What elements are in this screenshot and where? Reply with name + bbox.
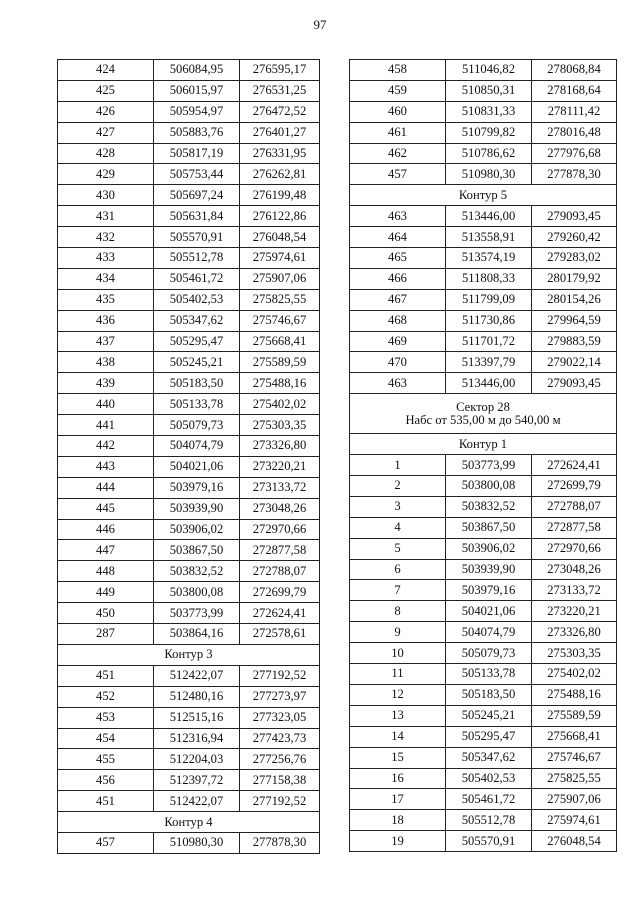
- y-coordinate-cell: 273133,72: [240, 477, 320, 498]
- x-coordinate-cell: 505295,47: [446, 726, 532, 747]
- x-coordinate-cell: 505512,78: [154, 248, 240, 269]
- point-number-cell: 463: [350, 373, 446, 394]
- x-coordinate-cell: 505883,76: [154, 122, 240, 143]
- point-number-cell: 2: [350, 476, 446, 497]
- y-coordinate-cell: 280179,92: [532, 268, 617, 289]
- point-number-cell: 428: [58, 143, 154, 164]
- point-number-cell: 9: [350, 622, 446, 643]
- x-coordinate-cell: 506015,97: [154, 80, 240, 101]
- point-number-cell: 439: [58, 373, 154, 394]
- table-row: [350, 143, 617, 164]
- table-row: [350, 476, 617, 497]
- table-row: [350, 122, 617, 143]
- y-coordinate-cell: 280154,26: [532, 289, 617, 310]
- y-coordinate-cell: 275402,02: [240, 394, 320, 415]
- y-coordinate-cell: 275825,55: [532, 768, 617, 789]
- y-coordinate-cell: 277976,68: [532, 143, 617, 164]
- y-coordinate-cell: 273326,80: [532, 622, 617, 643]
- table-row: [58, 770, 320, 791]
- x-coordinate-cell: 505347,62: [446, 747, 532, 768]
- table-row: [350, 248, 617, 269]
- x-coordinate-cell: 505245,21: [446, 705, 532, 726]
- table-row: [58, 791, 320, 812]
- point-number-cell: 5: [350, 538, 446, 559]
- table-row: [58, 832, 320, 853]
- point-number-cell: 433: [58, 248, 154, 269]
- x-coordinate-cell: 503906,02: [154, 519, 240, 540]
- y-coordinate-cell: 275668,41: [240, 331, 320, 352]
- table-row: [58, 248, 320, 269]
- y-coordinate-cell: 276199,48: [240, 185, 320, 206]
- y-coordinate-cell: 272699,79: [240, 582, 320, 603]
- table-row: [58, 122, 320, 143]
- point-number-cell: 467: [350, 289, 446, 310]
- point-number-cell: 453: [58, 707, 154, 728]
- contour-heading-row: [350, 434, 617, 455]
- table-row: [58, 60, 320, 81]
- y-coordinate-cell: 275974,61: [240, 248, 320, 269]
- x-coordinate-cell: 505133,78: [154, 394, 240, 415]
- x-coordinate-cell: 503906,02: [446, 538, 532, 559]
- y-coordinate-cell: 278068,84: [532, 60, 617, 81]
- table-row: [350, 352, 617, 373]
- x-coordinate-cell: 513446,00: [446, 206, 532, 227]
- x-coordinate-cell: 503800,08: [154, 582, 240, 603]
- point-number-cell: 465: [350, 248, 446, 269]
- x-coordinate-cell: 505079,73: [154, 415, 240, 436]
- y-coordinate-cell: 273048,26: [532, 559, 617, 580]
- y-coordinate-cell: 275746,67: [532, 747, 617, 768]
- point-number-cell: 12: [350, 684, 446, 705]
- contour-heading-row: [58, 812, 320, 833]
- table-row: [58, 206, 320, 227]
- point-number-cell: 424: [58, 60, 154, 81]
- point-number-cell: 445: [58, 498, 154, 519]
- y-coordinate-cell: 272970,66: [532, 538, 617, 559]
- point-number-cell: 442: [58, 436, 154, 457]
- contour-heading: Контур 3: [58, 644, 320, 665]
- x-coordinate-cell: 504021,06: [154, 456, 240, 477]
- x-coordinate-cell: 511799,09: [446, 289, 532, 310]
- table-row: [350, 164, 617, 185]
- point-number-cell: 437: [58, 331, 154, 352]
- y-coordinate-cell: 277158,38: [240, 770, 320, 791]
- x-coordinate-cell: 504074,79: [446, 622, 532, 643]
- sector-heading: [350, 394, 617, 434]
- y-coordinate-cell: 276048,54: [240, 227, 320, 248]
- point-number-cell: 448: [58, 561, 154, 582]
- table-row: [350, 726, 617, 747]
- table-row: [350, 684, 617, 705]
- x-coordinate-cell: 503979,16: [154, 477, 240, 498]
- table-row: [350, 227, 617, 248]
- point-number-cell: 11: [350, 664, 446, 685]
- x-coordinate-cell: 505402,53: [154, 289, 240, 310]
- y-coordinate-cell: 278111,42: [532, 101, 617, 122]
- table-row: [350, 496, 617, 517]
- point-number-cell: 454: [58, 728, 154, 749]
- table-row: [350, 455, 617, 476]
- y-coordinate-cell: 273133,72: [532, 580, 617, 601]
- x-coordinate-cell: 506084,95: [154, 60, 240, 81]
- point-number-cell: 17: [350, 789, 446, 810]
- table-row: [350, 622, 617, 643]
- x-coordinate-cell: 505697,24: [154, 185, 240, 206]
- x-coordinate-cell: 505512,78: [446, 810, 532, 831]
- x-coordinate-cell: 504021,06: [446, 601, 532, 622]
- point-number-cell: 426: [58, 101, 154, 122]
- point-number-cell: 457: [58, 832, 154, 853]
- y-coordinate-cell: 279093,45: [532, 206, 617, 227]
- point-number-cell: 16: [350, 768, 446, 789]
- x-coordinate-cell: 510850,31: [446, 80, 532, 101]
- x-coordinate-cell: 503867,50: [154, 540, 240, 561]
- y-coordinate-cell: 279283,02: [532, 248, 617, 269]
- x-coordinate-cell: 511808,33: [446, 268, 532, 289]
- y-coordinate-cell: 273326,80: [240, 436, 320, 457]
- point-number-cell: 458: [350, 60, 446, 81]
- table-row: [58, 540, 320, 561]
- point-number-cell: 449: [58, 582, 154, 603]
- x-coordinate-cell: 503773,99: [446, 455, 532, 476]
- point-number-cell: 455: [58, 749, 154, 770]
- point-number-cell: 429: [58, 164, 154, 185]
- point-number-cell: 450: [58, 603, 154, 624]
- table-row: [58, 561, 320, 582]
- x-coordinate-cell: 503800,08: [446, 476, 532, 497]
- table-row: [350, 331, 617, 352]
- table-row: [350, 768, 617, 789]
- table-row: [58, 268, 320, 289]
- y-coordinate-cell: 279964,59: [532, 310, 617, 331]
- y-coordinate-cell: 276595,17: [240, 60, 320, 81]
- point-number-cell: 432: [58, 227, 154, 248]
- table-row: [58, 415, 320, 436]
- contour-heading-row: [58, 644, 320, 665]
- y-coordinate-cell: 275825,55: [240, 289, 320, 310]
- point-number-cell: 10: [350, 643, 446, 664]
- x-coordinate-cell: 512422,07: [154, 665, 240, 686]
- x-coordinate-cell: 503832,52: [154, 561, 240, 582]
- point-number-cell: 287: [58, 624, 154, 645]
- table-row: [350, 206, 617, 227]
- point-number-cell: 463: [350, 206, 446, 227]
- coordinates-table-left: [57, 59, 320, 854]
- y-coordinate-cell: 275488,16: [532, 684, 617, 705]
- x-coordinate-cell: 503773,99: [154, 603, 240, 624]
- table-row: [350, 789, 617, 810]
- table-row: [350, 664, 617, 685]
- point-number-cell: 456: [58, 770, 154, 791]
- table-row: [58, 310, 320, 331]
- y-coordinate-cell: 276401,27: [240, 122, 320, 143]
- table-row: [58, 456, 320, 477]
- x-coordinate-cell: 510980,30: [154, 832, 240, 853]
- y-coordinate-cell: 276472,52: [240, 101, 320, 122]
- x-coordinate-cell: 511046,82: [446, 60, 532, 81]
- y-coordinate-cell: 275488,16: [240, 373, 320, 394]
- point-number-cell: 443: [58, 456, 154, 477]
- point-number-cell: 1: [350, 455, 446, 476]
- point-number-cell: 461: [350, 122, 446, 143]
- table-row: [58, 80, 320, 101]
- table-row: [350, 60, 617, 81]
- x-coordinate-cell: 503939,90: [154, 498, 240, 519]
- table-row: [350, 373, 617, 394]
- y-coordinate-cell: 275668,41: [532, 726, 617, 747]
- point-number-cell: 430: [58, 185, 154, 206]
- x-coordinate-cell: 512422,07: [154, 791, 240, 812]
- y-coordinate-cell: 272877,58: [532, 517, 617, 538]
- point-number-cell: 19: [350, 831, 446, 852]
- point-number-cell: 13: [350, 705, 446, 726]
- table-row: [58, 394, 320, 415]
- table-row: [58, 582, 320, 603]
- table-row: [58, 227, 320, 248]
- contour-heading-row: [350, 185, 617, 206]
- page-number: 97: [313, 17, 327, 32]
- table-row: [350, 517, 617, 538]
- table-row: [58, 477, 320, 498]
- point-number-cell: 435: [58, 289, 154, 310]
- x-coordinate-cell: 505631,84: [154, 206, 240, 227]
- table-row: [350, 580, 617, 601]
- x-coordinate-cell: 505183,50: [154, 373, 240, 394]
- y-coordinate-cell: 275974,61: [532, 810, 617, 831]
- point-number-cell: 3: [350, 496, 446, 517]
- x-coordinate-cell: 505245,21: [154, 352, 240, 373]
- y-coordinate-cell: 279022,14: [532, 352, 617, 373]
- point-number-cell: 469: [350, 331, 446, 352]
- y-coordinate-cell: 272624,41: [240, 603, 320, 624]
- x-coordinate-cell: 512515,16: [154, 707, 240, 728]
- table-row: [58, 665, 320, 686]
- y-coordinate-cell: 276122,86: [240, 206, 320, 227]
- y-coordinate-cell: 275746,67: [240, 310, 320, 331]
- y-coordinate-cell: 272699,79: [532, 476, 617, 497]
- table-row: [58, 624, 320, 645]
- x-coordinate-cell: 505402,53: [446, 768, 532, 789]
- table-row: [58, 436, 320, 457]
- x-coordinate-cell: 505461,72: [154, 268, 240, 289]
- x-coordinate-cell: 505133,78: [446, 664, 532, 685]
- point-number-cell: 464: [350, 227, 446, 248]
- y-coordinate-cell: 276531,25: [240, 80, 320, 101]
- y-coordinate-cell: 279260,42: [532, 227, 617, 248]
- y-coordinate-cell: 272970,66: [240, 519, 320, 540]
- table-row: [350, 289, 617, 310]
- x-coordinate-cell: 511701,72: [446, 331, 532, 352]
- table-row: [350, 831, 617, 852]
- table-row: [350, 268, 617, 289]
- y-coordinate-cell: 276331,95: [240, 143, 320, 164]
- x-coordinate-cell: 513446,00: [446, 373, 532, 394]
- table-row: [58, 331, 320, 352]
- y-coordinate-cell: 273220,21: [532, 601, 617, 622]
- x-coordinate-cell: 510831,33: [446, 101, 532, 122]
- table-row: [350, 80, 617, 101]
- x-coordinate-cell: 504074,79: [154, 436, 240, 457]
- table-row: [58, 164, 320, 185]
- y-coordinate-cell: 273048,26: [240, 498, 320, 519]
- x-coordinate-cell: 510980,30: [446, 164, 532, 185]
- x-coordinate-cell: 505753,44: [154, 164, 240, 185]
- point-number-cell: 7: [350, 580, 446, 601]
- contour-heading: Контур 4: [58, 812, 320, 833]
- point-number-cell: 470: [350, 352, 446, 373]
- point-number-cell: 8: [350, 601, 446, 622]
- x-coordinate-cell: 505570,91: [154, 227, 240, 248]
- y-coordinate-cell: 277323,05: [240, 707, 320, 728]
- point-number-cell: 444: [58, 477, 154, 498]
- table-row: [58, 373, 320, 394]
- y-coordinate-cell: 273220,21: [240, 456, 320, 477]
- coordinates-table-right: [349, 59, 617, 852]
- y-coordinate-cell: 275402,02: [532, 664, 617, 685]
- point-number-cell: 451: [58, 791, 154, 812]
- table-row: [58, 707, 320, 728]
- x-coordinate-cell: 505079,73: [446, 643, 532, 664]
- point-number-cell: 466: [350, 268, 446, 289]
- y-coordinate-cell: 275589,59: [532, 705, 617, 726]
- table-row: [350, 101, 617, 122]
- point-number-cell: 18: [350, 810, 446, 831]
- table-row: [350, 810, 617, 831]
- x-coordinate-cell: 505461,72: [446, 789, 532, 810]
- table-row: [350, 705, 617, 726]
- table-row: [58, 519, 320, 540]
- table-row: [58, 352, 320, 373]
- x-coordinate-cell: 505570,91: [446, 831, 532, 852]
- point-number-cell: 457: [350, 164, 446, 185]
- sector-title: Сектор 28: [456, 399, 510, 414]
- y-coordinate-cell: 279883,59: [532, 331, 617, 352]
- x-coordinate-cell: 503939,90: [446, 559, 532, 580]
- contour-heading: Контур 1: [350, 434, 617, 455]
- point-number-cell: 14: [350, 726, 446, 747]
- y-coordinate-cell: 278168,64: [532, 80, 617, 101]
- x-coordinate-cell: 505347,62: [154, 310, 240, 331]
- y-coordinate-cell: 279093,45: [532, 373, 617, 394]
- table-row: [58, 498, 320, 519]
- y-coordinate-cell: 276048,54: [532, 831, 617, 852]
- y-coordinate-cell: 277878,30: [240, 832, 320, 853]
- point-number-cell: 438: [58, 352, 154, 373]
- y-coordinate-cell: 272578,61: [240, 624, 320, 645]
- table-row: [350, 643, 617, 664]
- x-coordinate-cell: 510799,82: [446, 122, 532, 143]
- x-coordinate-cell: 512480,16: [154, 686, 240, 707]
- x-coordinate-cell: 505954,97: [154, 101, 240, 122]
- table-row: [58, 603, 320, 624]
- x-coordinate-cell: 503979,16: [446, 580, 532, 601]
- point-number-cell: 427: [58, 122, 154, 143]
- x-coordinate-cell: 512316,94: [154, 728, 240, 749]
- x-coordinate-cell: 512397,72: [154, 770, 240, 791]
- point-number-cell: 15: [350, 747, 446, 768]
- y-coordinate-cell: 275907,06: [532, 789, 617, 810]
- x-coordinate-cell: 513574,19: [446, 248, 532, 269]
- y-coordinate-cell: 276262,81: [240, 164, 320, 185]
- point-number-cell: 425: [58, 80, 154, 101]
- y-coordinate-cell: 275589,59: [240, 352, 320, 373]
- y-coordinate-cell: 275303,35: [532, 643, 617, 664]
- point-number-cell: 434: [58, 268, 154, 289]
- point-number-cell: 451: [58, 665, 154, 686]
- x-coordinate-cell: 503867,50: [446, 517, 532, 538]
- table-row: [350, 747, 617, 768]
- point-number-cell: 462: [350, 143, 446, 164]
- y-coordinate-cell: 277878,30: [532, 164, 617, 185]
- y-coordinate-cell: 277192,52: [240, 791, 320, 812]
- sector-heading-row: [350, 394, 617, 434]
- y-coordinate-cell: 272624,41: [532, 455, 617, 476]
- point-number-cell: 447: [58, 540, 154, 561]
- y-coordinate-cell: 272877,58: [240, 540, 320, 561]
- x-coordinate-cell: 503832,52: [446, 496, 532, 517]
- contour-heading: Контур 5: [350, 185, 617, 206]
- point-number-cell: 6: [350, 559, 446, 580]
- table-row: [350, 559, 617, 580]
- y-coordinate-cell: 277423,73: [240, 728, 320, 749]
- point-number-cell: 460: [350, 101, 446, 122]
- point-number-cell: 441: [58, 415, 154, 436]
- table-row: [58, 686, 320, 707]
- y-coordinate-cell: 275907,06: [240, 268, 320, 289]
- table-row: [58, 143, 320, 164]
- table-row: [58, 728, 320, 749]
- point-number-cell: 436: [58, 310, 154, 331]
- y-coordinate-cell: 277273,97: [240, 686, 320, 707]
- y-coordinate-cell: 277192,52: [240, 665, 320, 686]
- point-number-cell: 431: [58, 206, 154, 227]
- x-coordinate-cell: 510786,62: [446, 143, 532, 164]
- y-coordinate-cell: 277256,76: [240, 749, 320, 770]
- table-row: [58, 101, 320, 122]
- x-coordinate-cell: 513558,91: [446, 227, 532, 248]
- point-number-cell: 446: [58, 519, 154, 540]
- x-coordinate-cell: 505295,47: [154, 331, 240, 352]
- x-coordinate-cell: 505817,19: [154, 143, 240, 164]
- y-coordinate-cell: 278016,48: [532, 122, 617, 143]
- table-row: [58, 749, 320, 770]
- point-number-cell: 4: [350, 517, 446, 538]
- x-coordinate-cell: 513397,79: [446, 352, 532, 373]
- x-coordinate-cell: 505183,50: [446, 684, 532, 705]
- table-row: [58, 289, 320, 310]
- point-number-cell: 440: [58, 394, 154, 415]
- x-coordinate-cell: 512204,03: [154, 749, 240, 770]
- point-number-cell: 452: [58, 686, 154, 707]
- table-row: [350, 601, 617, 622]
- y-coordinate-cell: 275303,35: [240, 415, 320, 436]
- y-coordinate-cell: 272788,07: [240, 561, 320, 582]
- x-coordinate-cell: 511730,86: [446, 310, 532, 331]
- table-row: [350, 538, 617, 559]
- point-number-cell: 468: [350, 310, 446, 331]
- sector-height-range: Набс от 535,00 м до 540,00 м: [405, 412, 561, 427]
- point-number-cell: 459: [350, 80, 446, 101]
- y-coordinate-cell: 272788,07: [532, 496, 617, 517]
- table-row: [350, 310, 617, 331]
- x-coordinate-cell: 503864,16: [154, 624, 240, 645]
- table-row: [58, 185, 320, 206]
